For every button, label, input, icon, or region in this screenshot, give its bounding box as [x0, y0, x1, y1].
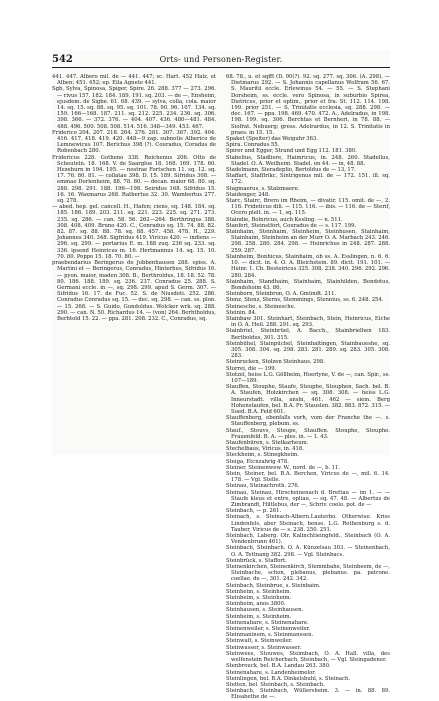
index-entry: Starc, Stairc, Brero im Rheim, — divatir. 115. omit. de —, 2. 116. Frideticus dili. — 115. 116. — ibis. — 116. de — Sterif, Ocero plelt. in. — 1, sq. 115.	[226, 198, 390, 217]
index-entry: Steinwees, Stouwes, Steimbach, O. A. Hall. villa, des welfenstein Reicherbach, Steinbach, — Vgl. Steingadener.	[226, 650, 390, 664]
index-entry: Steinbach, Steinbach. O. A. Künzelsau 303. — Steinenbach, O. A. Tettnang 382. 298. — Vgl. Steinbacs.	[226, 545, 390, 558]
index-entry: Stechelbaus, Viricus, in. 418.	[226, 446, 304, 453]
index-entry: Steinwasser, s. Steinwasser.	[226, 644, 302, 651]
index-entry: Steinbrück, s. Staffort.	[226, 557, 287, 564]
index-entry: Stauf., Stouvs, Stoupe, Stauffen. Stouphe, Stouphe. Frauenfeld. B. A. — ples. in. — 1. 43.	[226, 427, 390, 440]
index-entry: Stenbrouck, bel. B.A. Landau 263. 380.	[226, 663, 331, 670]
index-entry: Storrei, die — 199.	[226, 365, 277, 372]
index-entry: Sgb, Sylva, Spinosa, Spiger, Spire. 26. 288. 377 — 273. 296. — rivus 157. 182. 184. 189. 191. sq. 203. — de —, Ensheim, ejusdem. de Sigbe. 61. 68. 439. — sylva, colla, cola. maior 14. sq. 15. sq. 88. sq. 95. sq. 101. 78. 90. 96. 107. 134. sq. 159. 166—168. 187. 211. sq. 212. 225. 234. 236. sq. 306. 398. 366. — 372. 376. — 404. 407. 436. 480—481. 484. 488. 496. 500. 508. 508. 514. 516. 348—349. 453. 467.	[52, 86, 216, 130]
running-title: Orts- und Personen-Register.	[159, 55, 283, 64]
left-column	[52, 74, 216, 454]
index-entry: Steinenweiler, s. Steinenweiler.	[226, 626, 311, 633]
index-entry: Staffart, Stafflrikc, Sintrigenus mil. de — 172. 151. ill. sq. 172.	[226, 173, 390, 186]
index-entry: Stetten, bel. Steinbach, s. Steinbach.	[226, 681, 325, 688]
index-entry: Stotzel, heiss L.G. Göllheim, Hoerlyne, V. de —, can. Spir., ss. 107—189.	[226, 371, 390, 384]
index-entry: Steinbach, Laberg. Olr. Kalinchtieingfeld., Steinbach (O. A. Vendenbrunn 461).	[226, 533, 390, 546]
index-entry: Steinlingen, bel. B.A. Dinkelsbuhl, s. Steinach.	[226, 675, 351, 682]
index-entry: Steinbach, Steinbrue, s. Steinbaim.	[226, 582, 321, 589]
index-entry: Steinau, Steinau, Hirscheinenach d. Brettau — im 1. — — Staufe kleus et entre, opliau, — sq. 47. 48. — Albertus de Zimbrandt, Hiltlebus, der —, Schriv. coelo. pot. de —	[226, 489, 390, 509]
index-entry: Stagmaerus, s. Stalzmaere.	[226, 185, 300, 192]
index-entry: Steinrucken, Stolzen Steinhaus. 298.	[226, 359, 325, 366]
index-entry: Stanfert, Steinstfort, Couradus de — s. 117. 199.	[226, 222, 357, 229]
index-entry: Steinau, Steinachroth. 276.	[226, 483, 300, 490]
index-entry: Steinheim, s. Steinheim.	[226, 613, 292, 620]
index-entry: praebendarius Beringerus de Jobbenhausen 288. spiss. A. Martini et — Beringerus, Conradus, Hinterhus, Sifridus 16. — pyon. maior, maden 308. B., Berthroldus, 18. 18. 52. 78. 80. 186. 188. 189. sq. 236. 237. Conradus 25. 288. S. Germani eccle. in —, sq. 298. 299. apud S. Germ. 307. — Sifridus 16. 17. de Fuc. 52. S. de Niusdeti. 252. 286. Conradus Conradus sq. 15. — dec. sq. 298. — can. ss. plon. — 15. 268. — S. Guido, Gundoldus. Wolcker wrk. sq. 288. 290. — can. N. 50. Richardus 14. — (von) 264. Berhtholdus, Berhtold 15. 22. — ppa. 281. 208. 232. C., Conradus, sq.	[52, 260, 216, 322]
header-rule	[52, 67, 390, 68]
index-entry: 68. 78., u. et sqfft (D. 90(?). 92. sq. 277. sq. 306. (A. 298). — Dietmarus 292. — S. Johannis capellanus Wolfram 56. 67. S. Mauritii eccle. Erlewinus 54. — 55. — S. Stephani Dorsheim, ss. eccle. vero Spinosa, in suburbio Spirea, Dietricus, prior et optim., prior et fra. St. 112. 114. 198. 199. prior 251. — S. Trinitatis ecclesia, sq. 288. 298. — dec. 167. — ppa. 198. 469. 470. 472. A., Adelradus, in 198. 198. 199. sq. 306. Berchtas et Bernheri, in 78. 88. — Siofrat. Nebuerg; gress. Adelrardus, in 12. S. Trinitatis in praes. in 15. 15.	[226, 74, 390, 136]
index-entry: Steinbach, — p. 261.	[226, 508, 282, 515]
index-entry: Steinheim, anos 3800.	[226, 601, 286, 608]
index-entry: Stauffenberg, ebenfalls vorh, vom der Franche the —. s. Stauffenberg, plebum. ss.	[226, 415, 390, 428]
index-entry: Steinborn, Steinbron, O. A. Gmündt. 211.	[226, 291, 337, 298]
index-entry: — abed. hep. gel. cancell. H., Hafen; ciens, sq. 148. 184. sq. 185. 186. 189. 203. 211. sq. 221. 223. 225. sq. 271. 273. 235. sq. 286. — can. 58. 56. 262—264. Berthringus 388. 308. 408. 409. Bruno 420. C., Conradus sq. 15. 74. 88. 82. 82. 87. sq. 88. 88. 78. sq. 88. 457. 458. 478. H., 229. Johannes 340. 348. Sigfridus 419. Viricus 420. — indiens — 296. sq. 299. — portarius E. m. 188 zuq. 236 sq. 233. sq. 336. ipsend Heinricus m. 16. Hertmannus 14. sq. 15. 10. 70. 80. Poppo 15. 18. 70. 80. —	[52, 204, 216, 260]
index-entry: Stainhaim, Steinhaim, Steinheim, Steinhusen, Stainhaim, Stainhaim, Steinheim an der Murr O. A. Marbach 243. 246. 298. 258. 280. 284. 298. — Heinrichus in 248. 287. 288. 259. 287.	[226, 229, 390, 254]
right-column	[226, 74, 390, 701]
index-entry: Stainbriel, Steinbrüel, A. Bacch., Stainbrielhen 183. Bertholdus, 301. 315.	[226, 328, 390, 341]
index-entry: Stainheim, Bonhicus, Stainhaim, ob ss. A. Esslingen, n. 6. 6. 10. — dicit. in. 4. O. A. Bleichstein. 89. dicit. 191. 101. — Heinr. 1. Ch. Besteiricus 325. 308. 238. 340. 296. 292. 296. 280. 284.	[226, 253, 390, 279]
index-entry: Steinin. 84.	[226, 309, 257, 316]
page-number: 542	[52, 54, 73, 65]
index-entry: Stainbaw 301. Steinhart, Steinbach, Stein, Heinricus, Eiche in O. A. Heil. 288. 291. sq. 293.	[226, 315, 390, 329]
index-entry: 441. 447. Albero mil. de — 441. 447; sc. Hart. 452 Halz. et Alben; 451. 452; ep. Eila Agnete 441.	[52, 74, 216, 87]
index-entry: Spira. Conradus 55.	[226, 142, 280, 149]
index-entry: Steinenahare, s. Landenheimelor.	[226, 669, 316, 676]
index-entry: Staidenger, 248.	[226, 191, 270, 198]
index-entry: Steckheim, s. Stinegkheim.	[226, 452, 299, 459]
index-entry: Steinhausen, s. Steinhausen.	[226, 607, 304, 614]
index-entry: Steinbeim, s. Steinheim.	[226, 595, 292, 602]
index-entry: Steinmaninem, s. Steinmanssen.	[226, 632, 314, 639]
index-entry: Stabelius, Stadliere, Haimricus, in. 248. 260. Stadellus, Stadel. O. A. Weilheim. Stadel. on 44. — in, 48. 88.	[226, 154, 390, 167]
index-entry: Stauffen, Stouphe, Staufe, Stouphe, Stouphen, Sach. bel. B. A. Staufen, Holzkirchen — sq. 308. 308. — heiss L.G. Inneurstadt. villa, anshi, 461. 462 — siem. Berg Hohenstaufen, bel. B.A. Fr. Stauslen. 382. 883. 872. 315. — Sued. B.A. Feld 601.	[226, 384, 390, 415]
index-entry: Stein, Steiner, bel. B.A. Berchen, Viricus de —, mil. 6. 14. 178. — Vgl. Stelle.	[226, 471, 390, 484]
index-entry: Spirer und Egger, Strand und Egg 112. 181. 380.	[226, 148, 357, 155]
index-entry: Steinbühel, Stainpüchel, Steinhaltingen, Stainbaueshe, sq. 305. 308. 304. sq. 298. 283. 281. 289. sq. 283. 305. 308. 283.	[226, 340, 390, 360]
index-entry: Steinesche, s. Steinesche.	[226, 303, 296, 310]
index-entry: Fridericus 228. Gotheno 338. Reichenus 206. Otto de Scheuteln. 18. 168. V. de Saarglue 18. 168. 169. 178. 60. Hezeburn in 194. 195. — nostrae Fortschen 11. sq. 12. sq. 17. 76. 80. 81. — collatae 398. D. 15. 189. Sifridus 308. — emmae Dorlenheim, 88. 78. 80. — decan. maior 68. 80. sq. 288. 298. 291. 188. 196—198. Seiridus 168. Sifridus 15. 16. 16. Waxmarus 268. Ratbertus 32. 30. Wambertus 277. sq. 278.	[52, 154, 216, 205]
index-entry: Friderico 204. 207. 218. 264. 276. 281. 307. 367. 392. 404. 416. 417. 418. 419. 420. 448—9 zap. subnotis Alberico de Lemnewicus 107. Berichus 398 (?). Couradus, Coradus de Robenbach 280.	[52, 129, 216, 155]
index-entry: Steinenkirchen, Steinenkirch, Stemmbahe, Steinbeem, de —, Steinbache, schon, plebanus, plebanus. pa. patrone. coellae. de —, 301. 242. 342.	[226, 564, 390, 583]
index-entry: Steiner, Steinenwew. W., nord. de —, b. 11.	[226, 464, 341, 471]
index-entry: Steinach, s. Steinach-Albern.Lauterbo. Otherwise. Kriss Lindenfels, aber Steinach, bense. L.G. Rothenburg s. d. Tauber, Viricus de — s. 238. 250. 251.	[226, 514, 390, 533]
index-entry: Steiga, Etcnzahrig 478.	[226, 458, 289, 465]
index-entry: Steinbach, Steinbach, Wüllersheim. 3. — in. 88. 89. Elisabethe de —.	[226, 688, 390, 701]
page-header	[52, 54, 390, 66]
index-entry: Steinwalt, s. Steinweiler.	[226, 638, 293, 645]
index-entry: Stadelmann, Sieradeplio, Bertoldus de — 13, 17.	[226, 167, 356, 174]
document-page	[52, 50, 390, 701]
index-entry: Spaket (Speiter) das Weiguhr 363.	[226, 136, 319, 143]
index-entry: Steinenahare, s. Steinenahare.	[226, 619, 309, 626]
index-entry: Stenz, Stenz, Sterns, Stemmings, Stennius, ss. 6. 248. 254.	[226, 297, 384, 304]
index-entry: Staufenbüren, s. Stetkarheum.	[226, 439, 309, 446]
index-entry: Stainhaim, Standhaim, Stainhaim, Stainhilden, Bondotus, Bondohoim 43. 86.	[226, 278, 390, 291]
index-entry: Staindie, Bolnricus, auch Kesling. — n. 511.	[226, 216, 343, 223]
index-entry: Steinheim, s. Steinheim.	[226, 588, 292, 595]
